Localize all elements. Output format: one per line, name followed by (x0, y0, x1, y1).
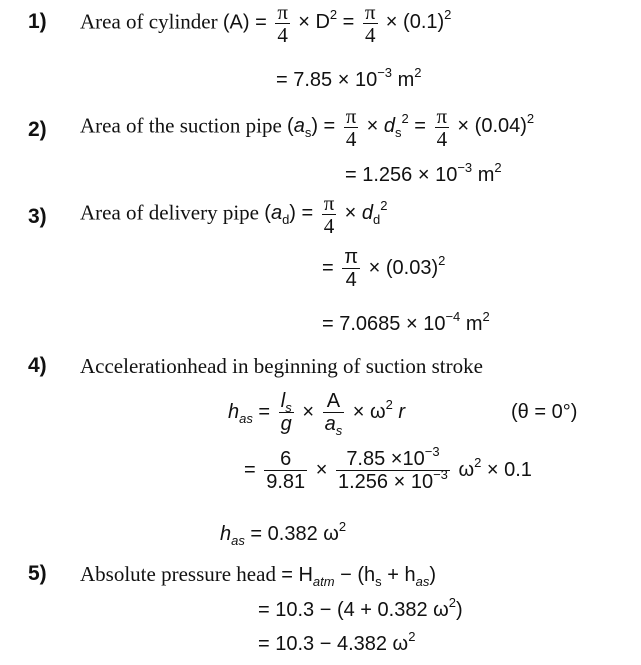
item-5-line3: = 10.3 − 4.382 $\omega^2$ (258, 629, 416, 655)
item-3-line2: = $\frac{\pi}{4}$ × $(0.03)^2$ (322, 246, 446, 291)
item-number-4: 4) (28, 354, 47, 377)
item-1-result: = $7.85 \times 10^{-3}$ $m^2$ (276, 65, 422, 91)
item-number-1: 1) (28, 10, 47, 33)
pi-over-4: $\frac{\pi}{4}$ (323, 191, 335, 238)
item-1-equation: Area of cylinder (A) = $\frac{\pi}{4}$ × $D^2$ = $\frac{\pi}{4}$ × $(0.1)^2$ (80, 0, 452, 47)
item-number-3: 3) (28, 205, 47, 228)
item-4-formula: $h_{as}$ = $\frac{l_s}{g}$ × $\frac{A}{a_s}$ × $\omega^2$ r (228, 390, 406, 438)
item-4-result: $h_{as} = 0.382$ $\omega^2$ (220, 519, 347, 548)
item-4-substitution: = $\frac{6}{9.81}$ × $\frac{7.85 \times 10^{-3}}{1.256 \times 10^{-3}}$ $\omega^2 \times 0.1$ (244, 444, 532, 493)
pi-over-4: $\frac{\pi}{4}$ (345, 104, 357, 151)
item-2-label: Area of the suction pipe (80, 113, 282, 138)
item-2-result: = $1.256 \times 10^{-3}$ $m^2$ (345, 160, 502, 186)
item-number-2: 2) (28, 118, 47, 141)
item-1-label: Area of cylinder (80, 9, 218, 34)
item-3-equation: Area of delivery pipe $(a_d)$ = $\frac{\pi}{4}$ × $d_d^2$ (80, 191, 388, 238)
symbol-A: (A) (222, 11, 250, 34)
item-2-equation: Area of the suction pipe $(a_s)$ = $\frac{\pi}{4}$ × $d_s^2$ = $\frac{\pi}{4}$ × $(0.04)^2$ (80, 104, 535, 151)
item-4-label: Accelerationhead in beginning of suction stroke (80, 354, 483, 378)
item-number-5: 5) (28, 562, 47, 585)
theta-condition: (θ = 0°) (511, 401, 578, 423)
item-3-label: Area of delivery pipe (80, 200, 260, 225)
item-3-result: = $7.0685 \times 10^{-4}$ $m^2$ (322, 309, 490, 335)
pi-over-4: $\frac{\pi}{4}$ (436, 104, 448, 151)
pi-over-4: $\frac{\pi}{4}$ (277, 0, 288, 47)
pi-over-4: $\frac{\pi}{4}$ (364, 0, 376, 47)
item-5-equation: Absolute pressure head = $H_{atm} - (h_s + h_{as})$ (80, 562, 436, 589)
item-5-line2: = 10.3 − (4 + 0.382 $\omega^2$) (258, 595, 463, 621)
pi-over-4: $\frac{\pi}{4}$ (344, 246, 359, 291)
